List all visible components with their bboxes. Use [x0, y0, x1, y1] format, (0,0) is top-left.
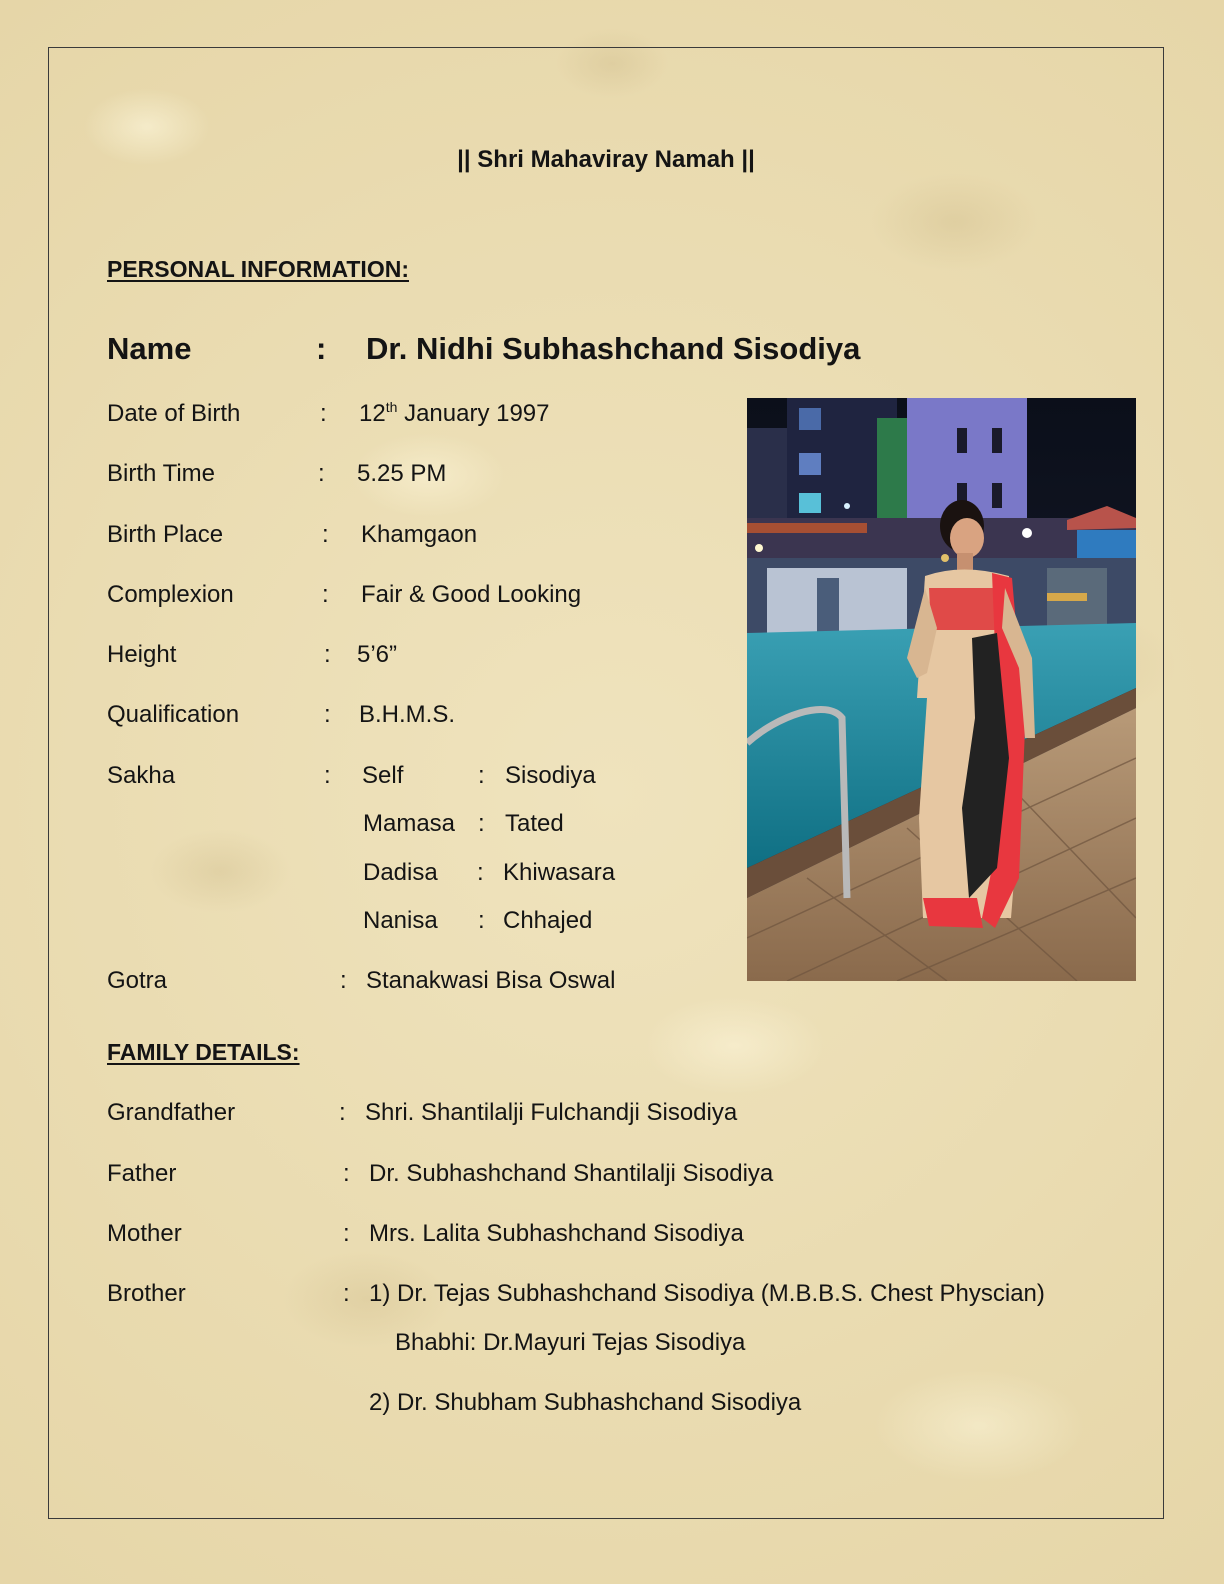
complexion-label: Complexion [107, 581, 234, 608]
dob-label: Date of Birth [107, 400, 241, 427]
sakha-mamasa-label: Mamasa [363, 810, 456, 837]
profile-photo [747, 398, 1136, 981]
gotra-value: Stanakwasi Bisa Oswal [366, 967, 616, 994]
father-colon: : [343, 1160, 350, 1187]
gotra-colon: : [340, 967, 347, 994]
qualification-value: B.H.M.S. [359, 701, 456, 728]
birth-place-colon: : [322, 521, 329, 548]
brother-2-value: 2) Dr. Shubham Subhashchand Sisodiya [369, 1389, 802, 1416]
sakha-self-label: Self [362, 762, 404, 789]
sakha-mamasa-value: Tated [505, 810, 564, 837]
sakha-nanisa-colon: : [478, 907, 485, 934]
birth-time-value: 5.25 PM [357, 460, 447, 487]
height-label: Height [107, 641, 177, 668]
sakha-self-colon: : [478, 762, 485, 789]
brother-colon: : [343, 1280, 350, 1307]
brother-1-value: 1) Dr. Tejas Subhashchand Sisodiya (M.B.B.S. Chest Physcian) [369, 1280, 1045, 1307]
father-label: Father [107, 1160, 177, 1187]
dob-suffix: th [385, 399, 398, 415]
name-label: Name [107, 331, 192, 366]
name-value: Dr. Nidhi Subhashchand Sisodiya [366, 331, 861, 366]
brother-1-note: Bhabhi: Dr.Mayuri Tejas Sisodiya [395, 1329, 746, 1356]
family-section-title: FAMILY DETAILS: [107, 1039, 300, 1065]
mother-colon: : [343, 1220, 350, 1247]
sakha-dadisa-value: Khiwasara [503, 859, 616, 886]
brother-label: Brother [107, 1280, 186, 1307]
sakha-dadisa-colon: : [477, 859, 484, 886]
mother-value: Mrs. Lalita Subhashchand Sisodiya [369, 1220, 744, 1247]
sakha-nanisa-value: Chhajed [503, 907, 593, 934]
sakha-colon: : [324, 762, 331, 789]
sakha-mamasa-colon: : [478, 810, 485, 837]
personal-section-title: PERSONAL INFORMATION: [107, 256, 409, 282]
height-value: 5’6” [357, 641, 398, 668]
complexion-value: Fair & Good Looking [361, 581, 582, 608]
dob-value [359, 399, 550, 427]
dob-day: 12 [359, 400, 386, 427]
sakha-self-value: Sisodiya [505, 762, 596, 789]
sakha-nanisa-label: Nanisa [363, 907, 438, 934]
grandfather-label: Grandfather [107, 1099, 236, 1126]
complexion-colon: : [322, 581, 329, 608]
father-value: Dr. Subhashchand Shantilalji Sisodiya [369, 1160, 774, 1187]
dob-colon: : [320, 400, 327, 427]
invocation-heading: || Shri Mahaviray Namah || [457, 146, 755, 173]
height-colon: : [324, 641, 331, 668]
dob-rest: January 1997 [404, 400, 550, 427]
name-colon: : [316, 331, 327, 366]
sakha-dadisa-label: Dadisa [363, 859, 438, 886]
sakha-label: Sakha [107, 762, 176, 789]
grandfather-colon: : [339, 1099, 346, 1126]
mother-label: Mother [107, 1220, 182, 1247]
qualification-label: Qualification [107, 701, 240, 728]
birth-time-colon: : [318, 460, 325, 487]
grandfather-value: Shri. Shantilalji Fulchandji Sisodiya [365, 1099, 738, 1126]
birth-place-label: Birth Place [107, 521, 224, 548]
birth-time-label: Birth Time [107, 460, 216, 487]
qualification-colon: : [324, 701, 331, 728]
birth-place-value: Khamgaon [361, 521, 478, 548]
gotra-label: Gotra [107, 967, 168, 994]
